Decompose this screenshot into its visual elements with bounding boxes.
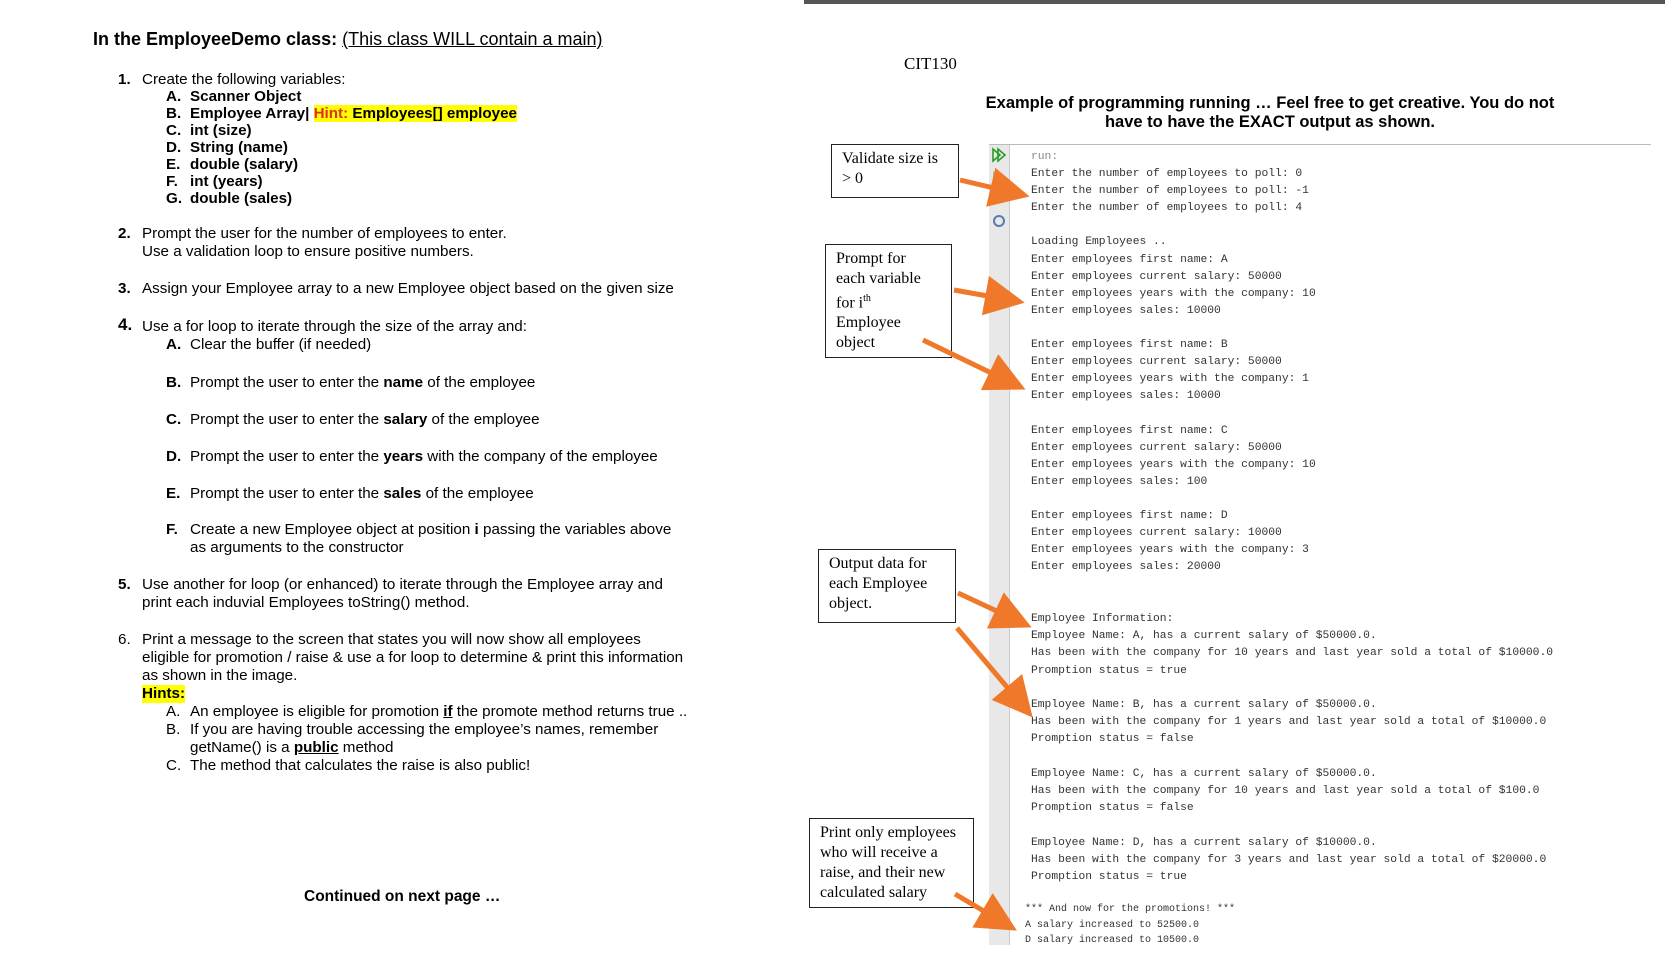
console-line: Promption status = true	[1031, 871, 1187, 883]
arrow-print	[955, 894, 1004, 923]
continued-note: Continued on next page …	[304, 888, 501, 905]
callout-output: Output data for each Employee object.	[818, 549, 956, 623]
arrow-output-1	[958, 593, 1018, 621]
arrow-output-2	[957, 628, 1023, 706]
console-line: Employee Information:	[1031, 613, 1174, 625]
console-line: Enter employees years with the company: 10	[1031, 458, 1316, 471]
console-line: Promption status = true	[1031, 664, 1187, 677]
console-line: run:	[1031, 151, 1059, 163]
var-item-g: G. double (sales)	[166, 190, 293, 207]
course-code: CIT130	[904, 54, 957, 73]
step-number: 1.	[118, 71, 131, 88]
console-line: Has been with the company for 3 years and last year sold a total of $20000.0	[1031, 853, 1547, 866]
console-line: Enter employees first name: A	[1031, 253, 1228, 266]
step-4-a: A. Clear the buffer (if needed)	[166, 336, 372, 353]
console-line: Has been with the company for 1 years and last year sold a total of $10000.0	[1031, 716, 1547, 729]
step-4-e: E. Prompt the user to enter the sales of the employee	[166, 485, 534, 502]
callout-prompt: Prompt for each variable for $i^{th}$ Employee object	[825, 244, 952, 358]
console-line: Employee Name: A, has a current salary of $50000.0.	[1031, 630, 1377, 643]
var-item-e: E. double (salary)	[166, 156, 299, 173]
arrow-prompt-2	[923, 340, 1012, 383]
example-title: Example of programming running … Feel free to get creative. You do not have to have the EXACT output as shown.	[985, 94, 1555, 131]
step-4-f: F. Create a new Employee object at position i passing the variables above as arguments to the constructor	[166, 521, 672, 556]
console-line: Employee Name: B, has a current salary of $50000.0.	[1031, 699, 1377, 711]
console-line: Has been with the company for 10 years and last year sold a total of $100.0	[1031, 785, 1540, 797]
console-line: Enter employees sales: 20000	[1031, 561, 1221, 574]
console-line: Enter the number of employees to poll: -1	[1031, 185, 1309, 198]
step-4-b: B. Prompt the user to enter the name of the employee	[166, 374, 536, 391]
callout-print: Print only employees who will receive a raise, and their new calculated salary	[809, 818, 974, 908]
console-line: Enter employees years with the company: 10	[1031, 287, 1316, 300]
console-promo-line: *** And now for the promotions! ***	[1025, 904, 1236, 915]
console-line: Enter employees first name: B	[1031, 339, 1228, 351]
console-line: Enter employees current salary: 50000	[1031, 441, 1282, 454]
step-text: Create the following variables:	[142, 71, 346, 88]
console-promo-line: D salary increased to 10500.0	[1025, 935, 1200, 946]
heading-note: (This class WILL contain a main)	[342, 29, 603, 49]
console-line: Enter employees years with the company: 1	[1031, 373, 1309, 386]
hint-text: Employees[] employee	[352, 105, 517, 122]
step-4-d: D. Prompt the user to enter the years with the company of the employee	[166, 448, 658, 465]
console-line: Promption status = false	[1031, 733, 1194, 746]
console-line: Enter employees first name: C	[1031, 424, 1228, 437]
hint-c: C. The method that calculates the raise is also public!	[166, 757, 531, 774]
hints-label: Hints:	[142, 685, 186, 702]
console-line: Has been with the company for 10 years and last year sold a total of $10000.0	[1031, 647, 1554, 660]
console-line: Enter employees current salary: 50000	[1031, 356, 1282, 369]
var-item-b: B. Employee Array| Hint: Employees[] employee	[166, 105, 517, 122]
console-line: Enter employees first name: D	[1031, 510, 1228, 522]
hint-a: A. An employee is eligible for promotion if the promote method returns true ..	[166, 703, 688, 720]
instructions-panel: In the EmployeeDemo class: (This class WILL contain a main) 1. Create the following variables: A. Scanner Object B. Employee Array| Hint: Employees[] employee C. int (size) D. String (name) E. double (salary) F. int (years) G. double (sales) 2. Prompt the user for the number of employees to enter. Use a validation loop to ensure positive numbers. 3. Assign your Employee array to a new Employee object based on the given size 4. Use a for loop to iterate through the size of the array and: A. Clear the buffer (if needed) B. Prompt the user to enter the name of the employee C. Prompt the user to enter the salary of the employee D. Prompt the user to enter the years with the company of the employee E. Prompt the user to enter the sales of the employee F. Create a new Employee object at position i passing the variables above as arguments to the constructor 5. Use another for loop (or enhanced) to iterate through the Employee array and print each induvial Employees toString() method. 6. Print a message to the screen that states you will now show all employees eligible for promotion / raise & use a for loop to determine & print this information as shown in the image. Hints: A. An employee is eligible for promotion if the promote method returns true .. B. If you are having trouble accessing the employee’s names, remember getName() is a public method C. The method that calculates the raise is also public! Continued on next page …	[93, 29, 688, 905]
arrow-prompt-1	[954, 290, 1010, 300]
heading-bold: In the EmployeeDemo class:	[93, 29, 338, 49]
arrow-validate	[960, 180, 1015, 193]
console-line: Enter the number of employees to poll: 0	[1031, 168, 1303, 180]
console-line: Enter employees sales: 10000	[1031, 390, 1221, 403]
callout-validate: Validate size is > 0	[831, 144, 959, 198]
var-item-d: D. String (name)	[166, 139, 288, 156]
console-line: Loading Employees ..	[1031, 236, 1167, 249]
console-line: Enter employees current salary: 10000	[1031, 527, 1282, 540]
console-promo-line: A salary increased to 52500.0	[1025, 919, 1200, 931]
step-4-c: C. Prompt the user to enter the salary of the employee	[166, 411, 540, 428]
console-line: Promption status = false	[1031, 802, 1194, 815]
console-line: Enter the number of employees to poll: 4	[1031, 202, 1303, 215]
console-line: Enter employees sales: 10000	[1031, 304, 1221, 317]
console-line: Employee Name: C, has a current salary of $50000.0.	[1031, 767, 1377, 780]
var-item-f: F. int (years)	[166, 173, 263, 190]
var-item-a: A. Scanner Object	[166, 88, 302, 105]
console-line: Enter employees years with the company: 3	[1031, 544, 1309, 557]
console-line: Employee Name: D, has a current salary of $10000.0.	[1031, 836, 1377, 849]
hint-label: Hint:	[313, 105, 349, 122]
hint-b: B. If you are having trouble accessing the employee’s names, remember getName() is a public method	[166, 721, 659, 756]
var-item-c: C. int (size)	[166, 122, 252, 139]
console-line: Enter employees current salary: 50000	[1031, 270, 1282, 283]
console-line: Enter employees sales: 100	[1031, 475, 1208, 488]
